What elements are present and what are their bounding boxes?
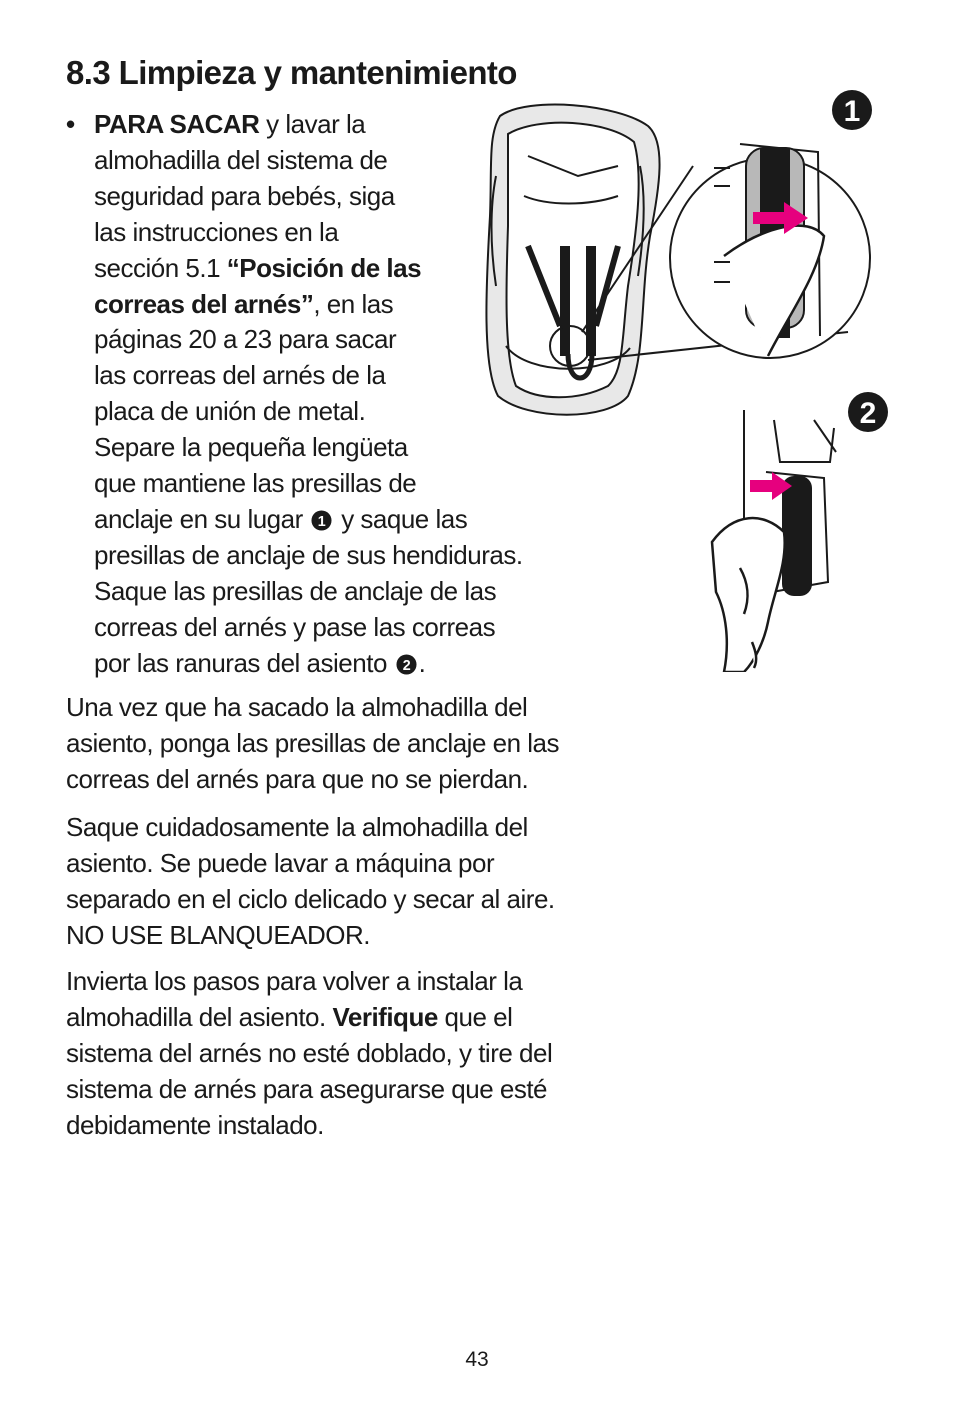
bullet-line: placa de unión de metal. [94, 396, 366, 427]
svg-text:1: 1 [843, 95, 861, 128]
figure-1-seat-pad-removal [468, 86, 884, 426]
svg-text:2: 2 [402, 657, 410, 674]
bullet-line: que mantiene las presillas de [94, 468, 417, 499]
bold-term-verifique: Verifique [332, 1001, 438, 1032]
bullet-line: Saque las presillas de anclaje de las [94, 575, 497, 606]
step-2-reference-icon [396, 654, 417, 675]
step-2-badge [848, 392, 888, 432]
page-number: 43 [465, 1348, 489, 1371]
paragraph-washing: Saque cuidadosamente la almohadilla del asiento. Se puede lavar a máquina por separado en el ciclo delicado y secar al aire. NO USE BLANQUEADOR. [66, 812, 555, 950]
bullet-line: presillas de anclaje de sus hendiduras. [94, 539, 523, 570]
bullet-line: anclaje en su lugar 1 y saque las [94, 503, 468, 534]
bullet-line: las correas del arnés de la [94, 360, 386, 391]
bullet-line: las instrucciones en la [94, 216, 339, 247]
bullet-line: PARA SACAR y lavar la [94, 109, 366, 139]
bullet-line: sección 5.1 “Posición de las [94, 252, 422, 283]
bullet-line: Separe la pequeña lengüeta [94, 432, 408, 463]
bullet-line: correas del arnés y pase las correas [94, 611, 496, 642]
section-reference: “Posición de las [226, 252, 422, 283]
bullet-line: seguridad para bebés, siga [94, 180, 395, 211]
step-1-badge [832, 90, 872, 130]
svg-text:1: 1 [318, 513, 326, 530]
bold-term-para-sacar: PARA SACAR [94, 109, 260, 139]
bullet-marker: • [66, 109, 75, 139]
paragraph-reinstall: Invierta los pasos para volver a instalar la almohadilla del asiento. Verifique que el sistema del arnés no esté doblado, y tire del sistema de arnés para asegurarse que esté debidamente instalado. [66, 966, 553, 1140]
hand-illustration [712, 518, 785, 672]
figure-2-thread-clip [704, 392, 890, 672]
paragraph-store-clips: Una vez que ha sacado la almohadilla del asiento, ponga las presillas de anclaje en las correas del arnés para que no se pierdan. [66, 692, 560, 794]
section-title: 8.3 Limpieza y mantenimiento [66, 54, 517, 91]
bullet-line: correas del arnés”, en las [94, 288, 394, 319]
infant-seat-illustration [486, 105, 659, 415]
bullet-line: almohadilla del sistema de [94, 144, 388, 175]
bullet-line: por las ranuras del asiento 2 . [94, 647, 426, 678]
step-1-reference-icon [311, 510, 332, 531]
section-reference: correas del arnés” [94, 288, 314, 319]
svg-text:2: 2 [859, 397, 877, 430]
bullet-line: páginas 20 a 23 para sacar [94, 324, 397, 355]
